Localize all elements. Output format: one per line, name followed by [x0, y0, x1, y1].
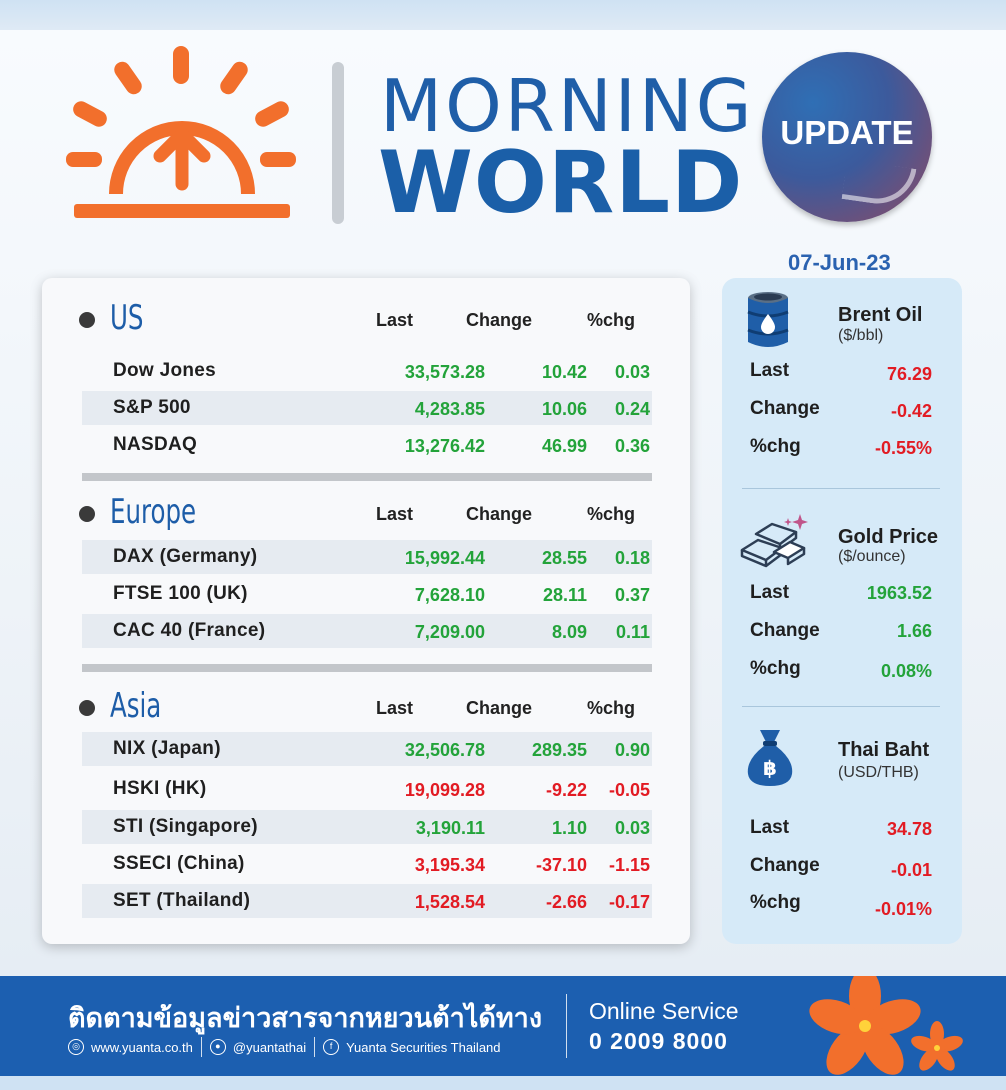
index-change: 10.42	[541, 362, 587, 382]
svg-text:฿: ฿	[763, 756, 777, 780]
index-change: 10.06	[541, 399, 587, 419]
footer-links	[68, 1036, 509, 1058]
index-pct: 0.90	[614, 740, 650, 760]
index-pct: 0.03	[614, 818, 650, 838]
index-name: SSECI (China)	[113, 853, 245, 874]
value-pct: -0.01%	[874, 899, 932, 919]
flower-small-decoration-icon	[906, 1020, 968, 1076]
index-change: -9.22	[545, 780, 587, 800]
col-last: Last	[376, 698, 414, 718]
oil-barrel-icon	[744, 290, 792, 350]
bullet-icon	[79, 700, 95, 716]
col-change: Change	[466, 310, 533, 330]
col-last: Last	[376, 504, 414, 524]
index-name: NIX (Japan)	[113, 738, 221, 759]
index-last: 32,506.78	[404, 740, 485, 760]
col-change: Change	[466, 504, 533, 524]
value-change: -0.42	[890, 401, 932, 421]
table-row	[82, 354, 652, 388]
index-change: 46.99	[541, 436, 587, 456]
index-name: HSKI (HK)	[113, 778, 207, 799]
label-pct: %chg	[750, 658, 801, 679]
index-name: SET (Thailand)	[113, 890, 251, 911]
index-change: 28.55	[541, 548, 587, 568]
index-pct: -0.05	[608, 780, 650, 800]
index-last: 13,276.42	[404, 436, 485, 456]
commodity-name: Thai Baht	[838, 739, 930, 761]
index-pct: -0.17	[608, 892, 650, 912]
table-row	[82, 847, 652, 881]
col-pct: %chg	[587, 504, 636, 524]
section-title: Europe	[110, 492, 197, 532]
table-row	[82, 540, 652, 574]
title-morning: MORNING	[380, 64, 755, 148]
label-change: Change	[750, 398, 820, 419]
value-last: 1963.52	[866, 583, 932, 603]
index-last: 7,628.10	[414, 585, 485, 605]
bullet-icon	[79, 506, 95, 522]
label-pct: %chg	[750, 436, 801, 457]
bottom-frame	[0, 1076, 1006, 1090]
market-indices-panel	[42, 278, 690, 944]
title-world: WORLD	[378, 133, 744, 233]
index-name: NASDAQ	[113, 434, 198, 455]
index-last: 3,195.34	[414, 855, 485, 875]
update-label: UPDATE	[780, 114, 914, 151]
commodity-name: Gold Price	[838, 526, 939, 548]
table-row	[82, 810, 652, 844]
section-title: US	[110, 298, 144, 338]
index-change: 8.09	[551, 622, 587, 642]
index-name: FTSE 100 (UK)	[113, 583, 248, 604]
globe-icon: ◎	[68, 1039, 84, 1055]
index-name: DAX (Germany)	[113, 546, 258, 567]
report-date: 07-Jun-23	[788, 250, 891, 275]
index-pct: 0.03	[614, 362, 650, 382]
facebook-link[interactable]	[315, 1039, 508, 1055]
sunrise-logo-icon	[66, 44, 296, 224]
value-pct: -0.55%	[874, 438, 932, 458]
divider	[742, 488, 940, 489]
index-last: 7,209.00	[414, 622, 485, 642]
commodity-unit: ($/bbl)	[838, 327, 884, 344]
table-row	[82, 428, 652, 462]
facebook-text: Yuanta Securities Thailand	[346, 1039, 501, 1055]
table-row	[82, 772, 652, 806]
online-service-label: Online Service	[589, 998, 739, 1024]
table-row	[82, 391, 652, 425]
section-divider	[82, 664, 652, 672]
index-last: 19,099.28	[404, 780, 485, 800]
col-change: Change	[466, 698, 533, 718]
index-change: 289.35	[531, 740, 587, 760]
index-last: 4,283.85	[414, 399, 485, 419]
section-header-europe	[42, 490, 690, 530]
commodity-name: Brent Oil	[838, 304, 923, 326]
update-badge	[762, 52, 932, 222]
col-last: Last	[376, 310, 414, 330]
footer-divider	[566, 994, 567, 1058]
website-text: www.yuanta.co.th	[91, 1039, 193, 1055]
index-change: 1.10	[551, 818, 587, 838]
top-frame	[0, 0, 1006, 30]
table-row	[82, 732, 652, 766]
label-pct: %chg	[750, 892, 801, 913]
col-pct: %chg	[587, 698, 636, 718]
index-pct: -1.15	[608, 855, 650, 875]
money-bag-icon	[744, 726, 796, 788]
index-change: -2.66	[545, 892, 587, 912]
section-title: Asia	[110, 686, 162, 726]
line-text: @yuantathai	[232, 1039, 307, 1055]
facebook-icon: f	[323, 1039, 339, 1055]
value-pct: 0.08%	[880, 661, 932, 681]
index-pct: 0.11	[615, 622, 650, 642]
index-name: S&P 500	[113, 397, 191, 418]
footer-follow-text: ติดตามข้อมูลข่าวสารจากหยวนต้าได้ทาง	[68, 1003, 543, 1034]
table-row	[82, 577, 652, 611]
website-link[interactable]	[68, 1039, 201, 1055]
index-pct: 0.24	[614, 399, 650, 419]
section-divider	[82, 473, 652, 481]
index-last: 15,992.44	[404, 548, 485, 568]
gold-bars-icon	[738, 512, 810, 568]
index-last: 3,190.11	[415, 818, 485, 838]
label-change: Change	[750, 855, 820, 876]
value-change: -0.01	[890, 860, 932, 880]
section-header-asia	[42, 684, 690, 724]
index-name: STI (Singapore)	[113, 816, 258, 837]
label-change: Change	[750, 620, 820, 641]
index-name: Dow Jones	[113, 360, 216, 381]
index-change: -37.10	[535, 855, 587, 875]
label-last: Last	[750, 360, 790, 381]
index-pct: 0.37	[614, 585, 650, 605]
phone-number[interactable]: 0 2009 8000	[589, 1028, 728, 1054]
table-row	[82, 884, 652, 918]
value-last: 34.78	[886, 819, 932, 839]
value-change: 1.66	[896, 621, 932, 641]
index-name: CAC 40 (France)	[113, 620, 266, 641]
index-pct: 0.36	[614, 436, 650, 456]
commodity-unit: ($/ounce)	[838, 548, 906, 565]
header-divider	[332, 62, 344, 224]
value-last: 76.29	[886, 364, 932, 384]
footer-banner	[0, 976, 1006, 1076]
divider	[742, 706, 940, 707]
table-row	[82, 614, 652, 648]
bullet-icon	[79, 312, 95, 328]
commodity-unit: (USD/THB)	[838, 764, 919, 781]
label-last: Last	[750, 582, 790, 603]
line-link[interactable]	[202, 1039, 314, 1055]
index-change: 28.11	[542, 585, 587, 605]
section-header-us	[42, 296, 690, 336]
commodities-panel	[722, 278, 962, 944]
line-chat-icon: ●	[210, 1039, 226, 1055]
label-last: Last	[750, 817, 790, 838]
index-last: 1,528.54	[414, 892, 485, 912]
index-last: 33,573.28	[404, 362, 485, 382]
index-pct: 0.18	[614, 548, 650, 568]
col-pct: %chg	[587, 310, 636, 330]
